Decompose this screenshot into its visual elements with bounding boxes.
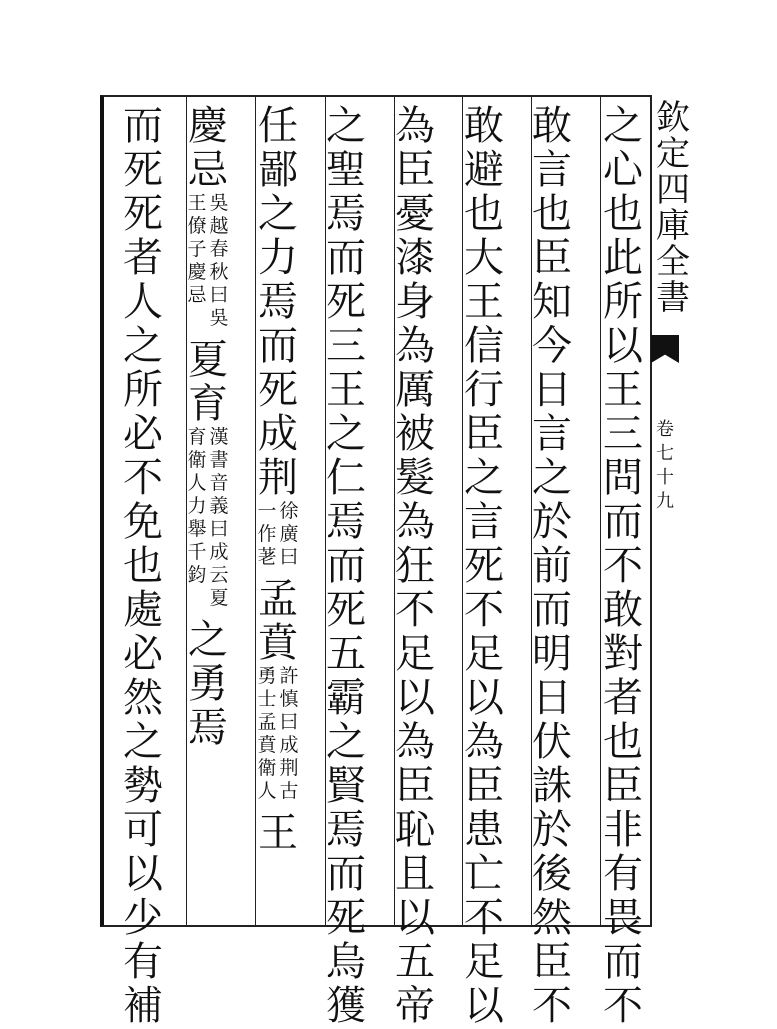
main-char: 勢: [123, 763, 163, 809]
text-column: [601, 104, 645, 1028]
main-char: 王: [603, 367, 643, 413]
note-char: 人: [257, 780, 277, 802]
main-char: 非: [603, 807, 643, 853]
main-char: 畏: [603, 895, 643, 941]
main-char: 荆: [258, 455, 298, 501]
main-char: 而: [326, 235, 366, 281]
main-char: 臣: [395, 147, 435, 193]
main-char: 不: [395, 587, 435, 633]
main-char: 而: [326, 851, 366, 897]
main-char: 為: [395, 499, 435, 545]
main-char: 者: [603, 675, 643, 721]
main-char: 也: [603, 719, 643, 765]
main-char: 漆: [395, 235, 435, 281]
main-char: 死: [464, 543, 504, 589]
main-char: 也: [603, 191, 643, 237]
note-char: 作: [257, 523, 277, 545]
main-char: 有: [603, 851, 643, 897]
main-char: 為: [395, 103, 435, 149]
main-char: 日: [532, 367, 572, 413]
fish-tail-mark: [651, 335, 679, 363]
text-column: [256, 104, 300, 855]
title-char: 四: [656, 170, 690, 210]
main-char: 少: [123, 895, 163, 941]
main-char: 焉: [188, 705, 228, 751]
main-char: 大: [464, 235, 504, 281]
main-char: 不: [464, 587, 504, 633]
note-char: 音: [209, 472, 229, 494]
note-char: 衛: [187, 449, 207, 471]
text-column: [121, 104, 165, 1028]
commentary-note: [186, 192, 230, 338]
main-char: 為: [395, 719, 435, 765]
main-char: 必: [123, 631, 163, 677]
main-char: 於: [532, 807, 572, 853]
main-char: 誅: [532, 763, 572, 809]
main-char: 言: [464, 499, 504, 545]
main-char: 補: [123, 983, 163, 1029]
note-char: 許: [279, 665, 299, 687]
commentary-note: [256, 665, 300, 811]
main-char: 而: [123, 103, 163, 149]
main-char: 必: [123, 411, 163, 457]
main-char: 避: [464, 147, 504, 193]
main-char: 不: [603, 983, 643, 1029]
main-char: 日: [532, 675, 572, 721]
main-char: 鄙: [258, 147, 298, 193]
main-char: 被: [395, 411, 435, 457]
note-char: 千: [187, 541, 207, 563]
main-char: 以: [464, 675, 504, 721]
volume-char: 九: [656, 491, 674, 512]
note-char: 吳: [209, 192, 229, 214]
main-char: 霸: [326, 675, 366, 721]
main-char: 也: [123, 543, 163, 589]
main-char: 仁: [326, 455, 366, 501]
main-char: 賢: [326, 763, 366, 809]
main-char: 行: [464, 367, 504, 413]
note-char: 書: [209, 449, 229, 471]
main-char: 焉: [326, 499, 366, 545]
main-char: 有: [123, 939, 163, 985]
main-char: 焉: [326, 191, 366, 237]
note-left-line: [186, 192, 208, 330]
note-char: 秋: [209, 261, 229, 283]
main-char: 慶: [188, 103, 228, 149]
main-char: 且: [395, 851, 435, 897]
note-char: 王: [187, 192, 207, 214]
note-char: 鈞: [187, 564, 207, 586]
commentary-note: [256, 500, 300, 577]
note-char: 成: [279, 734, 299, 756]
main-char: 者: [123, 235, 163, 281]
note-char: 人: [187, 472, 207, 494]
main-char: 足: [395, 631, 435, 677]
main-char: 以: [395, 675, 435, 721]
main-char: 之: [326, 411, 366, 457]
main-char: 死: [326, 587, 366, 633]
volume-char: 卷: [656, 419, 674, 440]
note-char: 力: [187, 495, 207, 517]
main-char: 敢: [603, 587, 643, 633]
main-char: 死: [123, 191, 163, 237]
text-column: [186, 104, 230, 750]
main-char: 所: [603, 279, 643, 325]
main-char: 之: [258, 191, 298, 237]
main-char: 於: [532, 499, 572, 545]
main-char: 三: [603, 411, 643, 457]
note-left-line: [256, 500, 278, 569]
note-char: 徐: [279, 500, 299, 522]
note-char: 義: [209, 495, 229, 517]
main-char: 賁: [258, 620, 298, 666]
main-char: 對: [603, 631, 643, 677]
text-column: [393, 104, 437, 1028]
main-char: 狂: [395, 543, 435, 589]
main-char: 臣: [532, 235, 572, 281]
note-char: 孟: [257, 711, 277, 733]
text-column: [530, 104, 574, 1028]
note-char: 漢: [209, 426, 229, 448]
volume-char: 十: [656, 467, 674, 488]
main-char: 也: [532, 191, 572, 237]
main-char: 今: [532, 323, 572, 369]
main-char: 所: [123, 367, 163, 413]
main-char: 人: [123, 279, 163, 325]
main-char: 後: [532, 851, 572, 897]
main-char: 患: [464, 807, 504, 853]
note-char: 吳: [209, 307, 229, 329]
main-char: 言: [532, 411, 572, 457]
main-char: 孟: [258, 576, 298, 622]
note-char: 越: [209, 215, 229, 237]
main-char: 明: [532, 631, 572, 677]
main-char: 五: [326, 631, 366, 677]
main-char: 臣: [464, 763, 504, 809]
main-char: 以: [464, 983, 504, 1029]
main-char: 恥: [395, 807, 435, 853]
main-char: 免: [123, 499, 163, 545]
main-char: 知: [532, 279, 572, 325]
main-char: 然: [123, 675, 163, 721]
main-char: 夏: [188, 337, 228, 383]
main-char: 成: [258, 411, 298, 457]
note-char: 慎: [279, 688, 299, 710]
main-char: 之: [123, 719, 163, 765]
main-char: 死: [258, 367, 298, 413]
main-char: 不: [123, 455, 163, 501]
title-char: 庫: [656, 206, 690, 246]
main-char: 也: [464, 191, 504, 237]
note-char: 成: [209, 541, 229, 563]
title-char: 定: [656, 134, 690, 174]
note-char: 舉: [187, 518, 207, 540]
main-char: 為: [464, 719, 504, 765]
main-char: 心: [603, 147, 643, 193]
main-char: 之: [532, 455, 572, 501]
main-char: 前: [532, 543, 572, 589]
note-right-line: [208, 426, 230, 610]
main-char: 死: [326, 279, 366, 325]
main-char: 髮: [395, 455, 435, 501]
main-char: 伏: [532, 719, 572, 765]
main-char: 而: [603, 499, 643, 545]
main-char: 足: [464, 939, 504, 985]
main-char: 身: [395, 279, 435, 325]
main-char: 死: [326, 895, 366, 941]
note-char: 賁: [257, 734, 277, 756]
volume-label: [652, 418, 678, 514]
note-right-line: [278, 500, 300, 569]
main-char: 之: [603, 103, 643, 149]
main-char: 之: [326, 719, 366, 765]
main-char: 臣: [464, 411, 504, 457]
main-char: 育: [188, 381, 228, 427]
main-char: 忌: [188, 147, 228, 193]
note-char: 廣: [279, 523, 299, 545]
text-column: [324, 104, 368, 1028]
note-char: 曰: [209, 284, 229, 306]
main-char: 焉: [258, 279, 298, 325]
main-char: 言: [532, 147, 572, 193]
main-char: 以: [395, 895, 435, 941]
commentary-note: [186, 426, 230, 618]
main-char: 問: [603, 455, 643, 501]
main-char: 任: [258, 103, 298, 149]
main-char: 然: [532, 895, 572, 941]
main-char: 此: [603, 235, 643, 281]
note-char: 古: [279, 780, 299, 802]
note-left-line: [256, 665, 278, 803]
note-char: 忌: [187, 284, 207, 306]
main-char: 不: [464, 895, 504, 941]
book-title: [650, 100, 696, 316]
note-char: 曰: [209, 518, 229, 540]
main-char: 之: [188, 617, 228, 663]
note-char: 子: [187, 238, 207, 260]
main-char: 之: [326, 103, 366, 149]
main-char: 王: [326, 367, 366, 413]
note-char: 慶: [187, 261, 207, 283]
note-char: 春: [209, 238, 229, 260]
note-char: 荆: [279, 757, 299, 779]
main-char: 烏: [326, 939, 366, 985]
main-char: 之: [464, 455, 504, 501]
note-right-line: [278, 665, 300, 803]
main-char: 王: [258, 810, 298, 856]
note-char: 僚: [187, 215, 207, 237]
text-column: [462, 104, 506, 1028]
main-char: 王: [464, 279, 504, 325]
note-char: 曰: [279, 711, 299, 733]
main-char: 敢: [464, 103, 504, 149]
main-char: 臣: [532, 939, 572, 985]
title-char: 欽: [656, 98, 690, 138]
note-char: 荖: [257, 546, 277, 568]
main-char: 處: [123, 587, 163, 633]
main-char: 焉: [326, 807, 366, 853]
main-char: 憂: [395, 191, 435, 237]
main-char: 聖: [326, 147, 366, 193]
title-char: 全: [656, 242, 690, 282]
main-char: 臣: [603, 763, 643, 809]
note-char: 一: [257, 500, 277, 522]
main-char: 勇: [188, 661, 228, 707]
main-char: 亡: [464, 851, 504, 897]
main-char: 三: [326, 323, 366, 369]
main-char: 敢: [532, 103, 572, 149]
main-char: 而: [326, 543, 366, 589]
note-char: 勇: [257, 665, 277, 687]
main-char: 帝: [395, 983, 435, 1029]
note-left-line: [186, 426, 208, 610]
main-char: 為: [395, 323, 435, 369]
main-char: 死: [123, 147, 163, 193]
main-char: 厲: [395, 367, 435, 413]
main-char: 足: [464, 631, 504, 677]
main-char: 信: [464, 323, 504, 369]
note-char: 衛: [257, 757, 277, 779]
note-char: 育: [187, 426, 207, 448]
main-char: 而: [532, 587, 572, 633]
main-char: 五: [395, 939, 435, 985]
title-char: 書: [656, 278, 690, 318]
note-right-line: [208, 192, 230, 330]
main-char: 獲: [326, 983, 366, 1029]
main-char: 而: [603, 939, 643, 985]
main-char: 力: [258, 235, 298, 281]
note-char: 夏: [209, 587, 229, 609]
main-char: 臣: [395, 763, 435, 809]
main-char: 不: [603, 543, 643, 589]
main-char: 以: [603, 323, 643, 369]
main-char: 而: [258, 323, 298, 369]
note-char: 曰: [279, 546, 299, 568]
note-char: 士: [257, 688, 277, 710]
main-char: 不: [532, 983, 572, 1029]
note-char: 云: [209, 564, 229, 586]
volume-char: 七: [656, 443, 674, 464]
main-char: 可: [123, 807, 163, 853]
main-char: 之: [123, 323, 163, 369]
main-char: 以: [123, 851, 163, 897]
